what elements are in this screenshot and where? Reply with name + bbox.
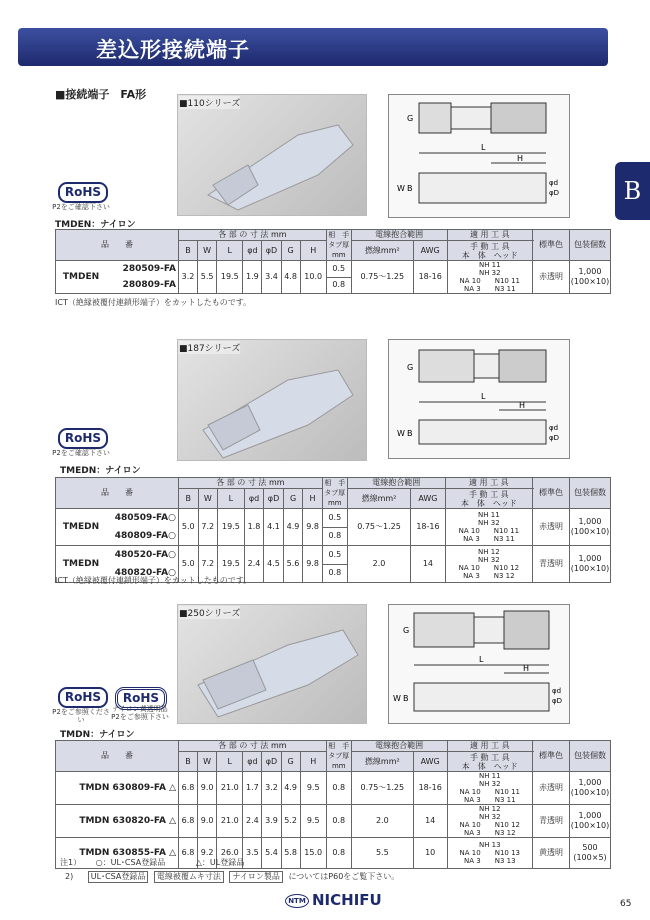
dim-W: 9.0 [198, 805, 217, 838]
tools-head: ヘッド [493, 250, 518, 260]
col-G: G [283, 489, 303, 509]
pack-qty: 1,000 (100×10) [570, 772, 611, 805]
color: 赤透明 [533, 772, 570, 805]
pack-qty: 500 (100×5) [570, 838, 611, 869]
wire-mm2: 0.75〜1.25 [351, 772, 413, 805]
footnote-text: についてはP60をご覧下さい。 [288, 872, 400, 881]
col-tools: 適 用 工 具 [447, 741, 532, 752]
product-photo-187 [177, 339, 367, 461]
dim-G: 5.8 [281, 838, 300, 869]
dim-label-B: B [403, 694, 409, 703]
col-mm2: 撚線mm² [351, 752, 413, 772]
dim-H: 9.8 [303, 509, 323, 546]
col-dims: 各 部 の 寸 法 mm [179, 478, 323, 489]
part-number: 280509-FA [122, 264, 176, 274]
tools: NH 12 NH 32 NA 10 N10 12 NA 3 N3 12 [447, 805, 532, 838]
col-color: 標準色 [533, 741, 570, 772]
pack-qty: 1,000 (100×10) [570, 509, 611, 546]
dim-W: 9.2 [198, 838, 217, 869]
dim-H: 9.5 [300, 805, 326, 838]
rohs-badge: RoHS [58, 428, 108, 449]
part-number: 480820-FA○ [114, 568, 176, 578]
series-label: TMEDN [62, 522, 100, 532]
dim-D: 5.4 [262, 838, 281, 869]
col-pack: 包装個数 [570, 230, 611, 261]
dim-d: 3.5 [243, 838, 262, 869]
subheading: ■接続端子 FA形 [55, 88, 147, 101]
table-row [56, 509, 611, 528]
col-dims: 各 部 の 寸 法 mm [179, 741, 327, 752]
wire-awg: 10 [413, 838, 447, 869]
dim-label-D: φD [552, 697, 563, 705]
tools-manual: 手 動 工 具 [469, 489, 509, 499]
table-row [56, 772, 611, 805]
rohs-badge: RoHS [58, 182, 108, 203]
col-color: 標準色 [533, 478, 570, 509]
col-dims: 各 部 の 寸 法 mm [179, 230, 327, 241]
pack-qty: 1,000 (100×10) [570, 805, 611, 838]
footnote-box: UL･CSA登録品 [88, 871, 149, 883]
part-number: TMDN 630809-FA △ [56, 772, 179, 805]
tools-body: 本 体 [461, 761, 486, 771]
spec-table-187 [55, 477, 611, 583]
rohs-badge-nylon: RoHS [115, 687, 167, 710]
wire-awg: 14 [411, 546, 445, 583]
pack-qty: 1,000 (100×10) [570, 261, 611, 294]
footnote-label: 注1） [60, 858, 82, 867]
part-number: 480520-FA○ [114, 550, 176, 560]
dim-label-W: W [397, 184, 405, 193]
col-mm2: 撚線mm² [347, 489, 410, 509]
col-D: φD [262, 752, 281, 772]
dim-L: 19.5 [218, 546, 245, 583]
wire-awg: 18-16 [413, 772, 447, 805]
tools-manual: 手 動 工 具 [469, 241, 510, 251]
col-L: L [218, 489, 245, 509]
col-B: B [179, 489, 199, 509]
page-number: 65 [620, 899, 632, 909]
col-H: H [300, 752, 326, 772]
dim-label-D: φD [549, 189, 560, 197]
rohs-note: P2をご確認下さい [52, 203, 110, 211]
dim-B: 6.8 [179, 838, 198, 869]
dim-L: 26.0 [217, 838, 243, 869]
table-row [56, 261, 611, 278]
dim-label-d: φd [549, 179, 559, 187]
part-number: TMDN 630855-FA △ [56, 838, 179, 869]
color: 青透明 [533, 546, 570, 583]
wire-mm2: 0.75〜1.25 [347, 509, 410, 546]
col-pack: 包装個数 [570, 741, 611, 772]
dim-B: 5.0 [179, 546, 199, 583]
dim-H: 9.8 [303, 546, 323, 583]
part-cell [56, 509, 179, 546]
part-number: 480509-FA○ [114, 513, 176, 523]
tools-manual: 手 動 工 具 [469, 752, 510, 762]
col-G: G [281, 241, 300, 261]
dimension-lines [389, 340, 569, 458]
tools-body: 本 体 [460, 498, 485, 508]
col-tab: 相 手 タブ厚 mm [328, 742, 350, 770]
col-wire: 電線抱合範囲 [347, 478, 445, 489]
wire-awg: 18-16 [413, 261, 447, 294]
dim-label-W: W [397, 429, 405, 438]
col-awg: AWG [413, 241, 447, 261]
dimension-drawing-250 [388, 604, 570, 724]
dimension-drawing-110 [388, 94, 570, 218]
product-photo-250 [177, 604, 367, 724]
dim-label-G: G [407, 363, 414, 372]
dim-H: 10.0 [300, 261, 326, 294]
col-H: H [303, 489, 323, 509]
terminal-illustration [178, 605, 366, 723]
dimension-lines [389, 605, 569, 723]
col-wire: 電線抱合範囲 [351, 230, 447, 241]
rohs-badge: RoHS [58, 687, 108, 708]
dim-B: 6.8 [179, 772, 198, 805]
tools-head: ヘッド [493, 761, 518, 771]
wire-mm2: 5.5 [351, 838, 413, 869]
col-H: H [300, 241, 326, 261]
col-awg: AWG [413, 752, 447, 772]
dim-label-D: φD [549, 434, 560, 442]
dim-W: 5.5 [198, 261, 217, 294]
col-tab: 相 手 タブ厚 mm [324, 479, 346, 507]
nichifu-logo [285, 891, 382, 909]
tab-thickness: 0.8 [326, 277, 351, 294]
tab-thickness: 0.8 [322, 564, 347, 583]
table-row [56, 805, 611, 838]
rohs-note-nylon: ナイロン黄透明品 P2をご参照下さい [111, 705, 169, 721]
dim-D: 4.5 [264, 546, 284, 583]
dim-label-B: B [407, 184, 413, 193]
col-awg: AWG [411, 489, 445, 509]
dim-L: 21.0 [217, 805, 243, 838]
footnote-text: △：UL登録品 [195, 858, 245, 867]
footnote-2 [65, 871, 399, 883]
col-tab: 相 手 タブ厚 mm [328, 231, 350, 259]
col-pack: 包装個数 [570, 478, 611, 509]
tab-thickness: 0.5 [322, 509, 347, 528]
dim-D: 4.1 [264, 509, 284, 546]
col-mm2: 撚線mm² [351, 241, 413, 261]
col-W: W [198, 489, 218, 509]
wire-mm2: 2.0 [351, 805, 413, 838]
rohs-note: P2をご確認下さい [52, 449, 110, 457]
tab-thickness: 0.8 [322, 527, 347, 546]
wire-mm2: 0.75〜1.25 [351, 261, 413, 294]
col-L: L [217, 752, 243, 772]
col-D: φD [262, 241, 281, 261]
col-d: φd [244, 489, 264, 509]
col-tool-sub [447, 241, 532, 261]
dim-d: 1.8 [244, 509, 264, 546]
section-note: ICT（絶縁被覆付連鎖形端子）をカットしたものです。 [55, 298, 252, 307]
tools: NH 12 NH 32 NA 10 N10 12 NA 3 N3 12 [445, 546, 532, 583]
series-label: TMDEN [62, 272, 100, 282]
product-photo-110 [177, 94, 367, 216]
dim-G: 5.6 [283, 546, 303, 583]
dim-label-H: H [519, 401, 526, 410]
dim-L: 21.0 [217, 772, 243, 805]
tab-thickness: 0.8 [326, 805, 351, 838]
tools: NH 11 NH 32 NA 10 N10 11 NA 3 N3 11 [445, 509, 532, 546]
footnote-box: ナイロン製品 [229, 871, 282, 883]
part-number: 480809-FA○ [114, 531, 176, 541]
dim-D: 3.9 [262, 805, 281, 838]
dim-B: 3.2 [179, 261, 198, 294]
rohs-note: P2をご参照ください [52, 708, 110, 724]
spec-table-250 [55, 740, 611, 869]
section-tab: B [615, 162, 650, 220]
color: 赤透明 [533, 509, 570, 546]
dim-d: 2.4 [243, 805, 262, 838]
tools-head: ヘッド [492, 498, 517, 508]
dim-L: 19.5 [217, 261, 243, 294]
footnote-1 [60, 857, 244, 868]
dim-label-B: B [407, 429, 413, 438]
part-number: 280809-FA [122, 280, 176, 290]
table-row [56, 546, 611, 565]
dim-G: 4.9 [283, 509, 303, 546]
col-B: B [179, 752, 198, 772]
spec-table-110 [55, 229, 611, 294]
dim-label-d: φd [552, 687, 562, 695]
series-label: TMEDN [62, 559, 100, 569]
col-d: φd [243, 752, 262, 772]
tools: NH 13 NA 10 N10 13 NA 3 N3 13 [447, 838, 532, 869]
wire-awg: 18-16 [411, 509, 445, 546]
dim-label-G: G [403, 626, 410, 635]
material-label: TMEDN：ナイロン [60, 466, 141, 476]
dim-G: 4.9 [281, 772, 300, 805]
dim-G: 5.2 [281, 805, 300, 838]
col-B: B [179, 241, 198, 261]
col-color: 標準色 [533, 230, 570, 261]
section-note: ICT（絶縁被覆付連鎖形端子）をカットしたものです。 [55, 576, 252, 585]
col-part: 品 番 [56, 230, 179, 261]
col-part: 品 番 [56, 741, 179, 772]
dim-D: 3.4 [262, 261, 281, 294]
tools: NH 11 NH 32 NA 10 N10 11 NA 3 N3 11 [447, 261, 532, 294]
part-number: TMDN 630820-FA △ [56, 805, 179, 838]
dimension-lines [389, 95, 569, 217]
terminal-illustration [178, 95, 366, 215]
tab-thickness: 0.5 [326, 261, 351, 278]
dim-W: 7.2 [198, 509, 218, 546]
dim-label-H: H [517, 154, 524, 163]
col-tool-sub [447, 752, 532, 772]
dim-label-H: H [523, 664, 530, 673]
col-part: 品 番 [56, 478, 179, 509]
dim-label-L: L [479, 655, 484, 664]
tools: NH 11 NH 32 NA 10 N10 11 NA 3 N3 11 [447, 772, 532, 805]
dimension-drawing-187 [388, 339, 570, 459]
tab-thickness: 0.8 [326, 772, 351, 805]
dim-label-L: L [481, 143, 486, 152]
col-L: L [217, 241, 243, 261]
series-caption: ■250シリーズ [179, 606, 240, 619]
dim-W: 7.2 [198, 546, 218, 583]
wire-mm2: 2.0 [347, 546, 410, 583]
part-cell [56, 261, 179, 294]
dim-d: 1.9 [243, 261, 262, 294]
dim-H: 9.5 [300, 772, 326, 805]
dim-L: 19.5 [218, 509, 245, 546]
dim-H: 15.0 [300, 838, 326, 869]
wire-awg: 14 [413, 805, 447, 838]
tab-thickness: 0.5 [322, 546, 347, 565]
col-tools: 適 用 工 具 [445, 478, 532, 489]
dim-label-G: G [407, 114, 414, 123]
dim-d: 2.4 [244, 546, 264, 583]
pack-qty: 1,000 (100×10) [570, 546, 611, 583]
dim-B: 5.0 [179, 509, 199, 546]
col-tools: 適 用 工 具 [447, 230, 532, 241]
tab-thickness: 0.8 [326, 838, 351, 869]
color: 青透明 [533, 805, 570, 838]
color: 黄透明 [533, 838, 570, 869]
dim-label-d: φd [549, 424, 559, 432]
terminal-illustration [178, 340, 366, 460]
material-label: TMDN：ナイロン [60, 730, 135, 740]
dim-d: 1.7 [243, 772, 262, 805]
col-W: W [198, 752, 217, 772]
col-d: φd [243, 241, 262, 261]
col-wire: 電線抱合範囲 [351, 741, 447, 752]
logo-text: NICHIFU [312, 891, 382, 909]
dim-G: 4.8 [281, 261, 300, 294]
dim-label-W: W [393, 694, 401, 703]
dim-label-L: L [481, 392, 486, 401]
dim-W: 9.0 [198, 772, 217, 805]
footnote-box: 電線被覆ムキ寸法 [154, 871, 224, 883]
logo-mark: NTM [285, 894, 309, 908]
tools-body: 本 体 [461, 250, 486, 260]
color: 赤透明 [533, 261, 570, 294]
dim-B: 6.8 [179, 805, 198, 838]
col-D: φD [264, 489, 284, 509]
series-caption: ■187シリーズ [179, 341, 240, 354]
col-tool-sub [445, 489, 532, 509]
col-W: W [198, 241, 217, 261]
footnote-label: 2) [65, 872, 74, 881]
footnote-text: ○：UL･CSA登録品 [95, 858, 166, 867]
dim-D: 3.2 [262, 772, 281, 805]
col-G: G [281, 752, 300, 772]
page-title: 差込形接続端子 [96, 38, 250, 62]
page-title-bar [18, 28, 608, 66]
series-caption: ■110シリーズ [179, 96, 240, 109]
material-label: TMDEN：ナイロン [55, 220, 136, 230]
